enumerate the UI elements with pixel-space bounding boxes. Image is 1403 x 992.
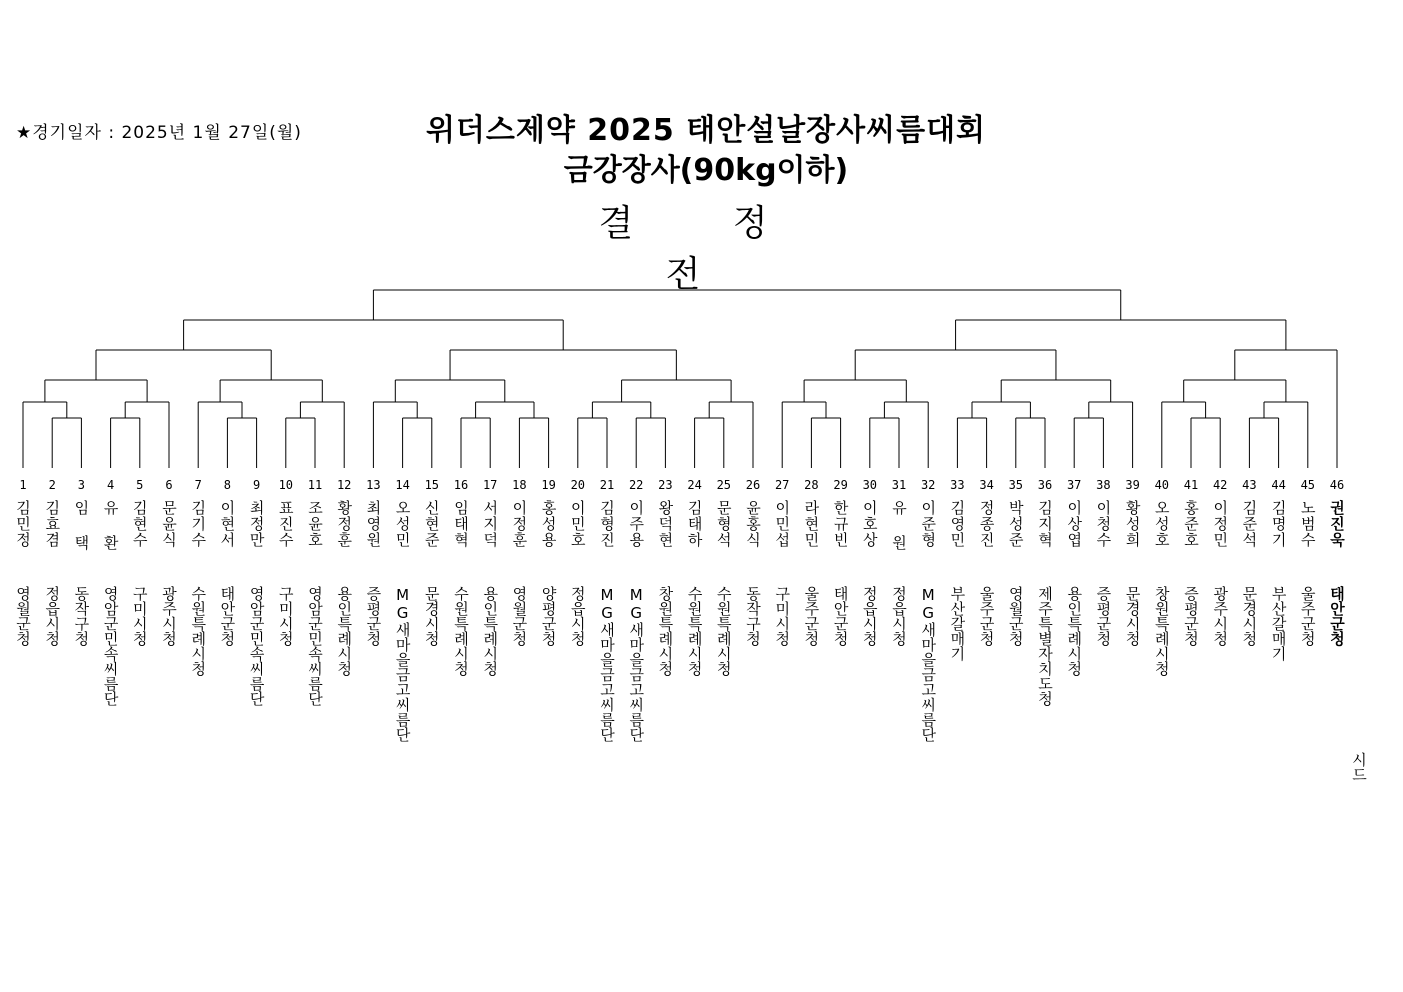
competitor-team: 광주시청 (160, 586, 178, 646)
competitor-team: 영월군청 (1006, 586, 1025, 646)
seed-number: 2 (48, 478, 56, 492)
competitor-name: 임 택 (72, 500, 91, 551)
competitor-team: 정읍시청 (860, 586, 879, 646)
competitor-team: 영월군청 (510, 586, 529, 646)
competitor-team: 문경시청 (1123, 586, 1142, 646)
competitor-name: 이현서 (218, 500, 237, 548)
competitor-name: 이정훈 (510, 500, 529, 548)
competitor-name: 권진욱 (1328, 500, 1346, 548)
competitor-name: 김현수 (130, 500, 149, 548)
competitor-team: 정읍시청 (43, 586, 62, 646)
competitor-name: 홍준호 (1182, 500, 1200, 548)
competitor-name: 김효겸 (43, 500, 62, 548)
competitor-name: 최영원 (364, 500, 383, 548)
seed-number: 25 (716, 478, 732, 492)
competitor-team: 광주시청 (1211, 586, 1230, 646)
seed-number: 26 (745, 478, 761, 492)
competitor-name: 김준석 (1240, 500, 1259, 548)
competitor-name: 신현준 (422, 500, 441, 548)
competitor-name: 문형석 (714, 500, 733, 548)
competitor-team: 영암군민속씨름단 (306, 586, 324, 706)
division-title: 금강장사(90kg이하) (563, 153, 849, 188)
seed-number: 36 (1037, 478, 1053, 492)
competitor-name: 조윤호 (306, 500, 324, 548)
competitor-team: MG새마을금고씨름단 (627, 586, 646, 742)
seed-number: 45 (1300, 478, 1316, 492)
competitor-team: 울주군청 (977, 586, 996, 646)
competitor-team: 창원특례시청 (1152, 586, 1171, 676)
competitor-team: 제주특별자치도청 (1036, 586, 1054, 706)
competitor-team: 수원특례시청 (685, 586, 704, 676)
competitor-team: MG새마을금고씨름단 (919, 586, 938, 742)
seed-number: 28 (804, 478, 819, 492)
seed-number: 13 (366, 478, 381, 492)
seed-number: 14 (395, 478, 410, 492)
seed-number: 43 (1242, 478, 1257, 492)
competitor-name: 이준형 (919, 500, 938, 548)
seed-number: 40 (1154, 478, 1170, 492)
competitor-name: 김형진 (598, 500, 616, 548)
competitor-team: 수원특례시청 (714, 586, 733, 676)
competitor-name: 김명기 (1269, 500, 1288, 548)
competitor-name: 정종진 (977, 500, 996, 548)
seed-number: 21 (599, 478, 615, 492)
competitor-team: 영암군민속씨름단 (247, 586, 266, 706)
competitor-team: 증평군청 (1182, 586, 1200, 646)
competitor-name: 황성희 (1123, 500, 1142, 548)
seed-number: 42 (1212, 478, 1228, 492)
seed-number: 5 (136, 478, 144, 492)
competitor-name: 이청수 (1094, 500, 1113, 548)
competitor-name: 김기수 (189, 500, 208, 548)
seed-number: 31 (891, 478, 907, 492)
competitor-team: MG새마을금고씨름단 (598, 586, 616, 742)
seed-number: 30 (862, 478, 878, 492)
seed-number: 22 (628, 478, 644, 492)
seed-number: 6 (165, 478, 173, 492)
seed-number: 24 (687, 478, 702, 492)
competitor-team: 울주군청 (1298, 586, 1317, 646)
seed-number: 4 (106, 478, 115, 492)
seed-number: 3 (77, 478, 85, 492)
competitor-team: 태안군청 (218, 586, 237, 646)
competitor-team: MG새마을금고씨름단 (393, 586, 412, 742)
competitor-name: 표진수 (276, 500, 295, 548)
competitor-name: 윤홍식 (744, 500, 762, 548)
competitor-team: 증평군청 (1094, 586, 1113, 646)
seed-number: 12 (336, 478, 352, 492)
competitor-team: 동작구청 (744, 586, 762, 646)
competitor-name: 이민섭 (773, 500, 792, 548)
competitor-name: 오성호 (1152, 500, 1171, 548)
seed-number: 17 (482, 478, 498, 492)
competitor-team: 부산갈매기 (948, 586, 967, 661)
round-title: 결 정 전 (598, 203, 812, 295)
competitor-name: 이호상 (860, 500, 879, 548)
competitor-team: 정읍시청 (568, 586, 587, 646)
competitor-team: 태안군청 (1328, 586, 1346, 646)
competitor-team: 영월군청 (14, 586, 32, 646)
seed-number: 34 (979, 478, 994, 492)
competitor-team: 태안군청 (831, 586, 850, 646)
seed-number: 8 (223, 478, 231, 492)
competitor-name: 이주용 (627, 500, 646, 548)
competitor-name: 노범수 (1298, 500, 1317, 548)
seed-number: 33 (950, 478, 965, 492)
match-date: ★경기일자 : 2025년 1월 27일(월) (16, 123, 302, 143)
competitor-team: 용인특례시청 (335, 586, 354, 676)
competitor-team: 용인특례시청 (481, 586, 500, 676)
competitor-name: 박성준 (1006, 500, 1025, 548)
seed-number: 15 (424, 478, 440, 492)
seed-note: 시드 (1350, 752, 1368, 782)
seed-number: 27 (774, 478, 790, 492)
competitor-team: 울주군청 (802, 586, 821, 646)
competitor-team: 양평군청 (539, 586, 558, 646)
competitor-name: 이정민 (1211, 500, 1230, 548)
competitor-team: 문경시청 (422, 586, 441, 646)
seed-number: 23 (658, 478, 673, 492)
competitor-team: 증평군청 (364, 586, 383, 646)
seed-number: 38 (1096, 478, 1111, 492)
competitor-name: 유 환 (101, 500, 120, 551)
seed-number: 35 (1008, 478, 1024, 492)
competitor-name: 황정훈 (335, 500, 354, 548)
competitor-name: 김태하 (685, 500, 704, 548)
seed-number: 20 (570, 478, 586, 492)
competitor-team: 부산갈매기 (1269, 586, 1288, 661)
seed-number: 16 (453, 478, 469, 492)
competitor-team: 수원특례시청 (452, 586, 470, 676)
competitor-name: 홍성용 (539, 500, 558, 548)
competitor-name: 최정만 (247, 500, 266, 548)
competitor-team: 창원특례시청 (656, 586, 675, 676)
competitor-team: 구미시청 (130, 586, 149, 646)
competitor-name: 임태혁 (452, 500, 470, 548)
seed-number: 37 (1066, 478, 1082, 492)
competitor-team: 영암군민속씨름단 (101, 586, 120, 706)
seed-number: 11 (307, 478, 323, 492)
competitor-name: 김민정 (14, 500, 32, 548)
competitor-team: 문경시청 (1240, 586, 1259, 646)
competitor-name: 서지덕 (481, 500, 500, 548)
competitor-name: 이상엽 (1065, 500, 1084, 548)
competitor-name: 유 원 (890, 500, 908, 551)
competitor-name: 이민호 (568, 500, 587, 548)
seed-number: 18 (512, 478, 527, 492)
seed-number: 1 (19, 478, 27, 492)
seed-number: 41 (1183, 478, 1199, 492)
competitor-team: 동작구청 (72, 586, 91, 646)
seed-number: 29 (833, 478, 848, 492)
competitor-name: 왕덕현 (656, 500, 675, 548)
seed-number: 7 (194, 478, 202, 492)
competitor-team: 구미시청 (773, 586, 792, 646)
seed-number: 10 (278, 478, 294, 492)
seed-number: 9 (252, 478, 261, 492)
competitor-name: 한규빈 (831, 500, 850, 548)
seed-number: 39 (1125, 478, 1140, 492)
competitor-name: 오성민 (393, 500, 412, 548)
tournament-title: 위더스제약 2025 태안설날장사씨름대회 (425, 113, 987, 148)
competitor-team: 수원특례시청 (189, 586, 208, 676)
competitor-name: 문윤식 (160, 500, 178, 548)
competitor-team: 정읍시청 (890, 586, 908, 646)
seed-number: 19 (541, 478, 556, 492)
competitor-name: 김지혁 (1036, 500, 1054, 548)
competitor-name: 김영민 (948, 500, 967, 548)
competitor-name: 라현민 (802, 500, 821, 548)
seed-number: 44 (1271, 478, 1286, 492)
competitor-team: 용인특례시청 (1065, 586, 1084, 676)
seed-number: 46 (1329, 478, 1345, 492)
competitor-team: 구미시청 (276, 586, 295, 646)
seed-number: 32 (920, 478, 936, 492)
